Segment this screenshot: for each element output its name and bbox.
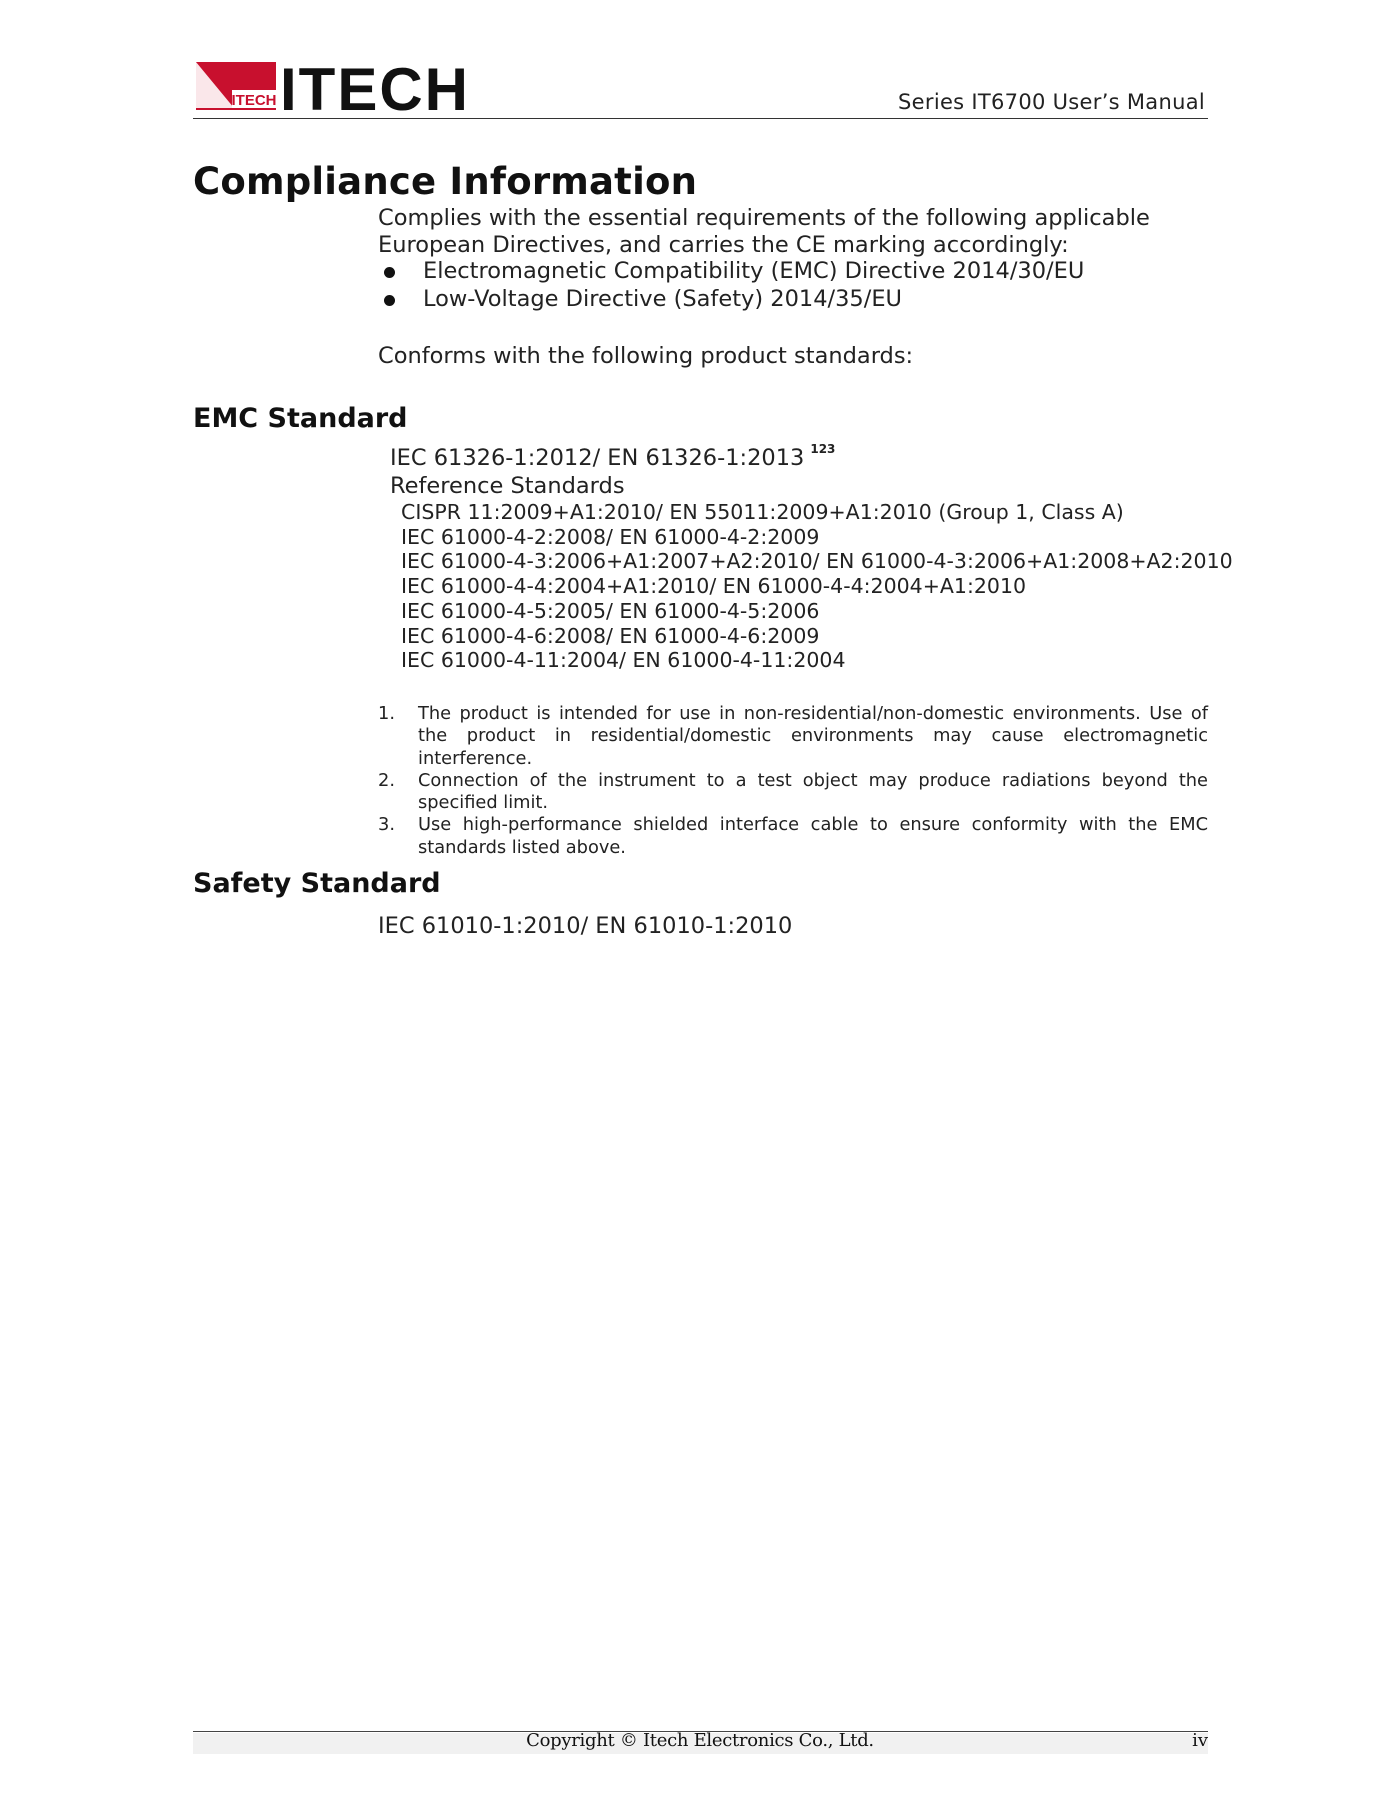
header-divider bbox=[193, 118, 1208, 119]
safety-standard: IEC 61010-1:2010/ EN 61010-1:2010 bbox=[378, 913, 793, 939]
emc-note bbox=[378, 814, 1208, 859]
emc-notes bbox=[378, 703, 1208, 859]
safety-heading: Safety Standard bbox=[193, 868, 441, 899]
reference-standard: IEC 61000-4-11:2004/ EN 61000-4-11:2004 bbox=[401, 648, 846, 673]
copyright-text: Copyright © Itech Electronics Co., Ltd. bbox=[526, 1730, 874, 1751]
logo-badge-text: ITECH bbox=[231, 92, 277, 109]
note-text: Connection of the instrument to a test object may produce radiations beyond the specified limit. bbox=[418, 769, 1208, 814]
reference-standard: IEC 61000-4-2:2008/ EN 61000-4-2:2009 bbox=[401, 524, 820, 549]
bullet-icon bbox=[384, 295, 395, 306]
directive-text: Low-Voltage Directive (Safety) 2014/35/EU bbox=[423, 286, 903, 312]
reference-standards-label: Reference Standards bbox=[390, 473, 625, 499]
reference-standard: IEC 61000-4-5:2005/ EN 61000-4-5:2006 bbox=[401, 598, 820, 623]
reference-standard: CISPR 11:2009+A1:2010/ EN 55011:2009+A1:2010 (Group 1, Class A) bbox=[401, 500, 1124, 524]
reference-standard: IEC 61000-4-4:2004+A1:2010/ EN 61000-4-4:2004+A1:2010 bbox=[401, 574, 1027, 599]
emc-heading: EMC Standard bbox=[193, 403, 408, 434]
directive-text: Electromagnetic Compatibility (EMC) Directive 2014/30/EU bbox=[423, 258, 1085, 284]
emc-note bbox=[378, 770, 1208, 815]
reference-standard: IEC 61000-4-3:2006+A1:2007+A2:2010/ EN 61000-4-3:2006+A1:2008+A2:2010 bbox=[401, 549, 1233, 574]
logo-wordmark: ITECH bbox=[280, 58, 470, 114]
note-number: 2. bbox=[378, 769, 395, 791]
note-text: Use high-performance shielded interface cable to ensure conformity with the EMC standards listed above. bbox=[418, 814, 1208, 858]
series-title: Series IT6700 User’s Manual bbox=[898, 90, 1205, 114]
emc-note bbox=[378, 703, 1208, 770]
page-number: iv bbox=[1192, 1730, 1208, 1751]
emc-main-standard bbox=[390, 442, 836, 471]
conforms-text: Conforms with the following product standards: bbox=[378, 343, 914, 369]
directive-item bbox=[378, 258, 1208, 286]
bullet-icon bbox=[384, 267, 395, 278]
note-number: 1. bbox=[378, 703, 395, 724]
emc-main-standard-text: IEC 61326-1:2012/ EN 61326-1:2013 bbox=[390, 445, 805, 471]
reference-standards-list bbox=[401, 500, 1233, 673]
intro-paragraph: Complies with the essential requirements of the following applicable European Directives, and carries the CE marking accordingly: bbox=[378, 205, 1150, 258]
page-title: Compliance Information bbox=[193, 160, 698, 203]
directive-item bbox=[378, 286, 1208, 314]
itech-logo bbox=[196, 58, 482, 114]
note-number: 3. bbox=[378, 814, 395, 836]
emc-footnote-superscript: 123 bbox=[810, 442, 836, 456]
reference-standard: IEC 61000-4-6:2008/ EN 61000-4-6:2009 bbox=[401, 623, 820, 648]
note-text: The product is intended for use in non-residential/non-domestic environments. Use of the product in residential/domestic environments may cause electromagnetic interference. bbox=[418, 703, 1208, 769]
